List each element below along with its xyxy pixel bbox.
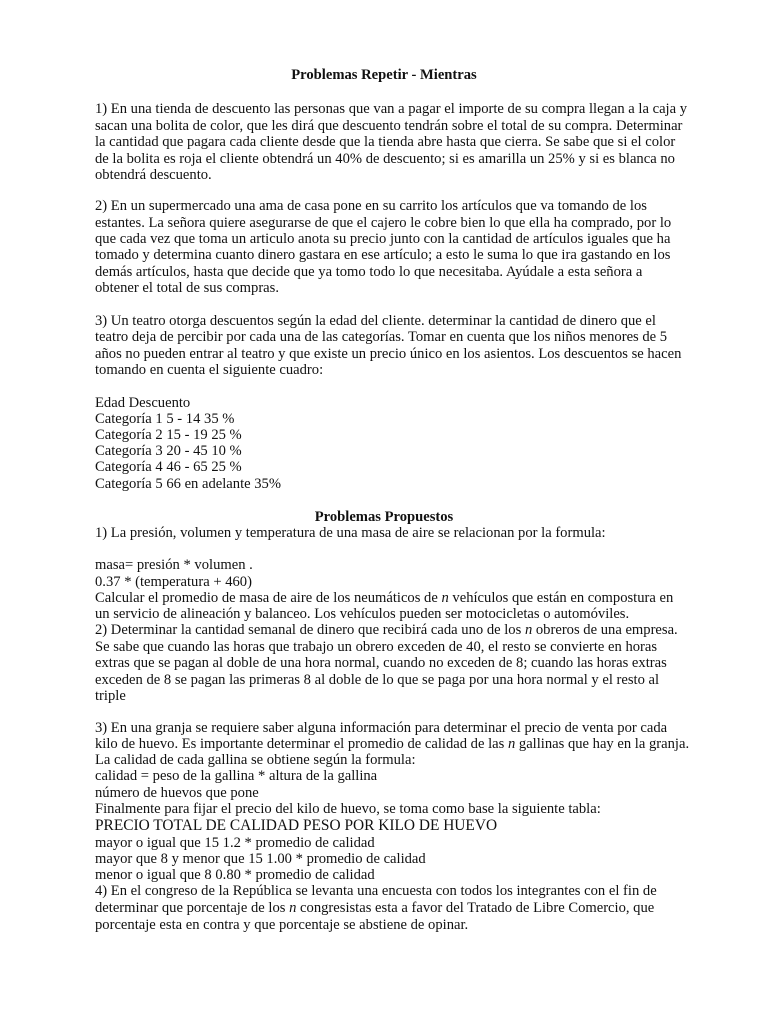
italic-n: n (441, 590, 449, 606)
text-line: de la bolita es roja el cliente obtendrá un 40% de descuento; si es amarilla un 25% y si es blanca no (95, 151, 675, 167)
text-line: 4) En el congreso de la República se levanta una encuesta con todos los integrantes con el fin de (95, 883, 657, 899)
text-line: Se sabe que cuando las horas que trabajo un obrero exceden de 40, el resto se convierte en horas (95, 639, 658, 655)
text-line: masa= presión * volumen . (95, 557, 253, 573)
text-line (95, 900, 654, 917)
text-line: Finalmente para fijar el precio del kilo de huevo, se toma como base la siguiente tabla: (95, 801, 601, 817)
text-line: porcentaje esta en contra y que porcentaje se abstiene de opinar. (95, 917, 469, 933)
table-row: mayor o igual que 15 1.2 * promedio de calidad (95, 835, 375, 851)
table-row: Categoría 5 66 en adelante 35% (95, 476, 281, 492)
text-span: congresistas esta a favor del Tratado de Libre Comercio, que (296, 900, 655, 916)
text-line (95, 736, 689, 753)
text-span: 2) Determinar la cantidad semanal de dinero que recibirá cada uno de los (95, 622, 525, 638)
table-row: Categoría 2 15 - 19 25 % (95, 427, 242, 443)
text-line: demás artículos, hasta que decide que ya tomo todo lo que necesitaba. Ayúdale a esta señora a (95, 264, 643, 280)
text-span: determinar que porcentaje de los (95, 900, 290, 916)
text-line: años no pueden entrar al teatro y que existe un precio único en los asientos. Los descuentos se hacen (95, 346, 682, 362)
text-line: calidad = peso de la gallina * altura de la gallina (95, 768, 378, 784)
text-line: que cada vez que toma un articulo anota su precio junto con la cantidad de artículos iguales que ha (95, 231, 671, 247)
text-line: 2) En un supermercado una ama de casa pone en su carrito los artículos que va tomando de los (95, 198, 647, 214)
table-row: menor o igual que 8 0.80 * promedio de calidad (95, 867, 375, 883)
text-span: gallinas que hay en la granja. (515, 736, 690, 752)
section-title: Problemas Repetir - Mientras (291, 67, 477, 83)
text-span: vehículos que están en compostura en (448, 590, 674, 606)
table-row: Categoría 1 5 - 14 35 % (95, 411, 235, 427)
text-span: Calcular el promedio de masa de aire de los neumáticos de (95, 590, 442, 606)
text-line: 1) La presión, volumen y temperatura de una masa de aire se relacionan por la formula: (95, 525, 606, 541)
text-line: exceden de 8 se pagan las primeras 8 al doble de lo que se paga por una hora normal y el resto al (95, 672, 660, 688)
italic-n: n (524, 622, 533, 638)
text-line: sacan una bolita de color, que les dirá que descuento tendrán sobre el total de su compra. Determinar (95, 118, 683, 134)
text-line: 0.37 * (temperatura + 460) (95, 574, 252, 590)
text-line: triple (95, 688, 126, 704)
table-row: Edad Descuento (95, 395, 191, 411)
text-line (95, 622, 678, 639)
text-line (95, 590, 673, 607)
text-line: teatro deja de percibir por cada una de las categorías. Tomar en cuenta que los niños menores de 5 (95, 329, 668, 345)
italic-n: n (507, 736, 516, 752)
text-line: número de huevos que pone (95, 785, 259, 801)
text-line: obtener el total de sus compras. (95, 280, 279, 296)
text-line: obtendrá descuento. (95, 167, 212, 183)
text-line: extras que se pagan al doble de una hora normal, cuando no exceden de 8; cuando las horas extras (95, 655, 667, 671)
table-row: Categoría 4 46 - 65 25 % (95, 459, 242, 475)
text-line: estantes. La señora quiere asegurarse de que el cajero le cobre bien lo que ella ha comprado, por lo (95, 215, 672, 231)
italic-n: n (289, 900, 297, 916)
text-line: la cantidad que pagara cada cliente desde que la tienda abre hasta que cierra. Se sabe que si el color (95, 134, 676, 150)
table-heading: PRECIO TOTAL DE CALIDAD PESO POR KILO DE HUEVO (95, 817, 498, 834)
table-row: mayor que 8 y menor que 15 1.00 * promedio de calidad (95, 851, 426, 867)
text-line: tomando en cuenta el siguiente cuadro: (95, 362, 324, 378)
text-line: La calidad de cada gallina se obtiene según la formula: (95, 752, 416, 768)
text-span: kilo de huevo. Es importante determinar el promedio de calidad de las (95, 736, 508, 752)
text-line: 1) En una tienda de descuento las personas que van a pagar el importe de su compra llegan a la caja y (95, 101, 688, 117)
text-span: obreros de una empresa. (532, 622, 678, 638)
text-line: tomado y determina cuanto dinero gastara en ese artículo; a esto le suma lo que ira gastando en los (95, 247, 671, 263)
section-title: Problemas Propuestos (314, 509, 454, 525)
text-line: 3) En una granja se requiere saber alguna información para determinar el precio de venta por cada (95, 720, 668, 736)
table-row: Categoría 3 20 - 45 10 % (95, 443, 242, 459)
text-line: un servicio de alineación y balanceo. Los vehículos pueden ser motocicletas o automóviles. (95, 606, 630, 622)
text-line: 3) Un teatro otorga descuentos según la edad del cliente. determinar la cantidad de dinero que el (95, 313, 656, 329)
